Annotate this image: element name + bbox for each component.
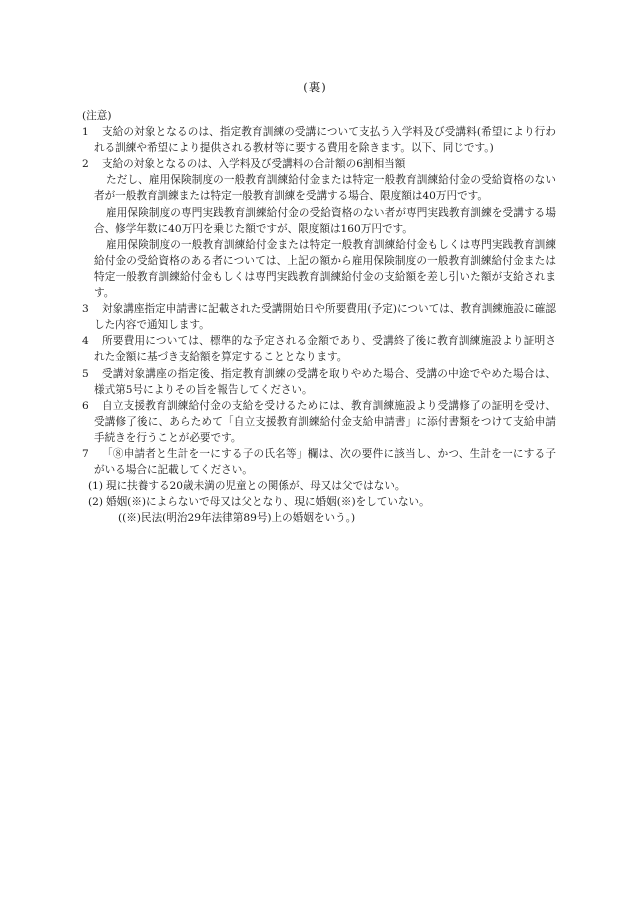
note-text: 所要費用については、標準的な予定される金額であり、受講終了後に教育訓練施設より証明された金額に基づき支給額を算定することとなります。 — [94, 335, 556, 364]
note-subitem-2 — [82, 494, 556, 510]
note-number: 3 — [82, 303, 89, 316]
note-text: 支給の対象となるのは、入学料及び受講料の合計額の6割相当額 — [102, 158, 406, 171]
subitem-text: 婚姻(※)によらないで母又は父となり、現に婚姻(※)をしていない。 — [106, 496, 430, 509]
note-item-4 — [82, 333, 556, 365]
subitem-number: (2) — [88, 496, 104, 509]
note-item-7 — [82, 446, 556, 478]
note-text: 支給の対象となるのは、指定教育訓練の受講について支払う入学料及び受講料(希望により行われる訓練や希望により提供される教材等に要する費用を除きます。以下、同じです。) — [94, 126, 556, 155]
marriage-footnote: ((※)民法(明治29年法律第89号)上の婚姻をいう。) — [118, 512, 356, 525]
note-text: 自立支援教育訓練給付金の支給を受けるためには、教育訓練施設より受講修了の証明を受け、受講修了後に、あらためて「自立支援教育訓練給付金支給申請書」に添付書類をつけて支給申請手続きを行うことが必要です。 — [94, 399, 556, 444]
subitem-number: (1) — [88, 480, 104, 493]
note-number: 4 — [82, 335, 89, 348]
note-text: 雇用保険制度の一般教育訓練給付金または特定一般教育訓練給付金もしくは専門実践教育訓練給付金の受給資格のある者については、上記の額から雇用保険制度の一般教育訓練給付金または特定一般教育訓練給付金もしくは専門実践教育訓練給付金の支給額を差し引いた額が支給されます。 — [94, 238, 556, 300]
note-item-5 — [82, 366, 556, 398]
notes-section — [82, 108, 556, 526]
note-text: 対象講座指定申請書に記載された受講開始日や所要費用(予定)については、教育訓練施設に確認した内容で通知します。 — [94, 303, 556, 332]
note-text: 雇用保険制度の専門実践教育訓練給付金の受給資格のない者が専門実践教育訓練を受講する場合、修学年数に40万円を乗じた額ですが、限度額は160万円です。 — [94, 206, 556, 235]
note-item-1 — [82, 124, 556, 156]
note-item-3 — [82, 301, 556, 333]
note-text: ただし、雇用保険制度の一般教育訓練給付金または特定一般教育訓練給付金の受給資格のない者が一般教育訓練または特定一般教育訓練を受講する場合、限度額は40万円です。 — [94, 174, 556, 203]
note-item-2 — [82, 156, 556, 301]
note-number: 2 — [82, 158, 89, 171]
note-text: 「⑧申請者と生計を一にする子の氏名等」欄は、次の要件に該当し、かつ、生計を一にする子がいる場合に記載してください。 — [94, 447, 556, 477]
note-text: 受講対象講座の指定後、指定教育訓練の受講を取りやめた場合、受講の中途でやめた場合は、様式第5号によりその旨を報告してください。 — [94, 367, 556, 396]
page-title: (裏) — [303, 80, 327, 94]
notes-heading: (注意) — [82, 110, 112, 122]
note-number: 1 — [82, 126, 89, 139]
subitem-text: 現に扶養する20歳未満の児童との関係が、母又は父ではない。 — [106, 480, 406, 493]
note-number: 6 — [82, 399, 89, 412]
note-number: 5 — [82, 367, 89, 380]
note-item-6 — [82, 398, 556, 446]
note-subitem-1 — [82, 478, 556, 494]
note-number: 7 — [82, 447, 89, 460]
